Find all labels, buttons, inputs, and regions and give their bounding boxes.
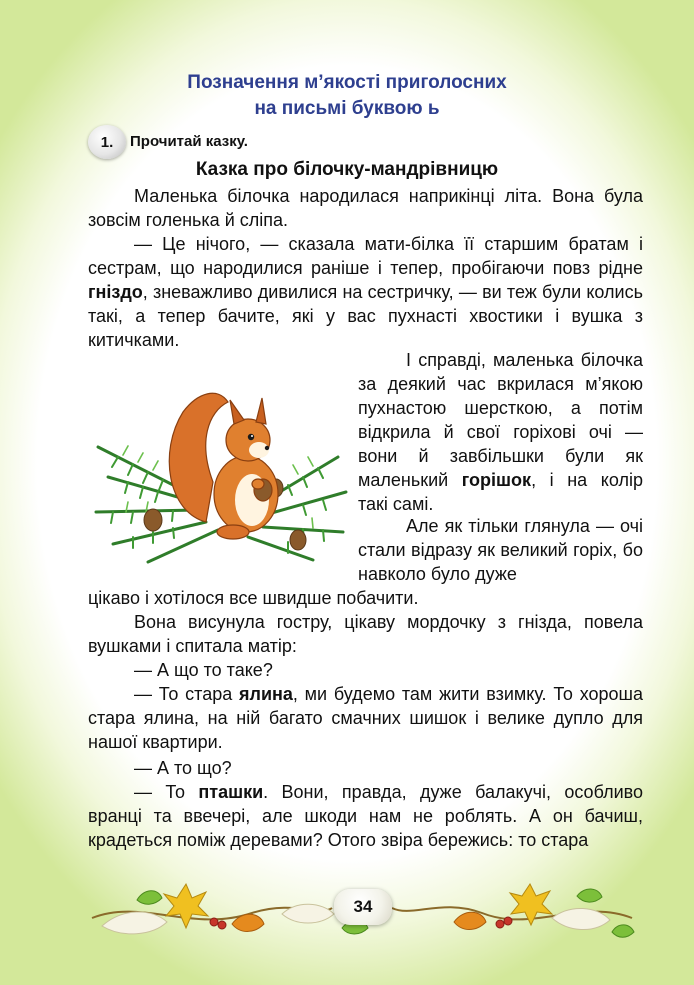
section-title-line-1: Позначення м’якості приголосних [187,72,507,93]
paragraph-4-continued: цікаво і хотілося все швидше побачити. [88,588,419,608]
paragraph-8: — А то що? [134,758,232,778]
paragraph-5: Вона висунула гостру, цікаву мордочку з гнізда, повела вушками і спитала матір: [88,612,643,656]
page-number: 34 [334,889,392,925]
paragraph-3: І справді, маленька білочка за деякий час вкрилася м’якою пухнастою шерсткою, а потім відкрила й свої горіхові очі — вони й завбільшки були як маленький горішок, і на колір такі самі. [358,350,643,514]
paragraph-1: Маленька білочка народилася наприкінці літа. Вона була зовсім голенька й сліпа. [88,186,643,230]
story-title: Казка про білочку-мандрівницю [195,159,499,180]
squirrel [169,393,278,539]
task-number-badge: 1. [88,125,126,159]
paragraph-2: — Це нічого, — сказала мати-білка її старшим братам і сестрам, що народилися раніше і тепер, пробігаючи повз рідне гніздо, зневажливо дивилися на сестричку, — ви теж були колись такі, а тепер бачите, які у вас пухнасті хвостики і вушка з китичками. [88,234,643,350]
keyword-hnizdo: гніздо [88,282,143,302]
keyword-yalyna: ялина [239,684,293,704]
paragraph-7: — То стара ялина, ми будемо там жити взимку. То хороша стара ялина, на ній багато смачних шишок і велике дупло для нашої квартири. [88,684,643,752]
paragraph-4-side: Але як тільки глянула — очі стали відразу як великий горіх, бо навколо було дуже [358,516,643,584]
task-instruction: Прочитай казку. [130,133,248,150]
keyword-horishok: горішок [461,470,532,490]
paragraph-6: — А що то таке? [134,660,273,680]
section-title-line-2: на письмі буквою ь [254,98,440,119]
squirrel-on-spruce-illustration [88,372,353,567]
keyword-ptashky: пташки [198,782,264,802]
paragraph-9: — То пташки. Вони, правда, дуже балакучі, особливо вранці та ввечері, але шкоди нам не роблять. А он бачиш, крадеться поміж деревами? Отого звіра бережись: то стара [88,782,644,850]
